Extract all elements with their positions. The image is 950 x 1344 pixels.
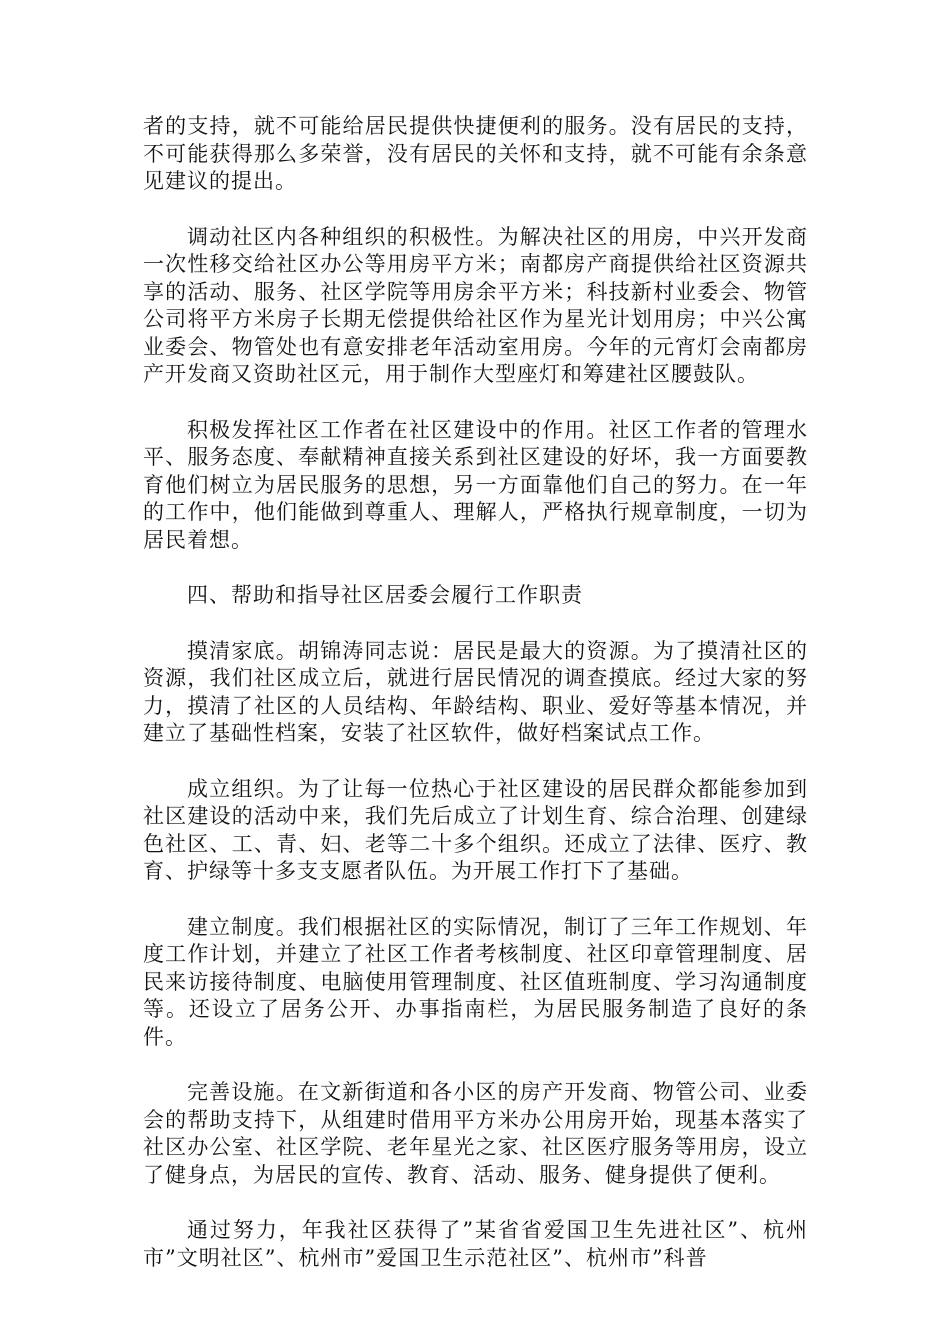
- paragraph-establish-systems: 建立制度。我们根据社区的实际情况，制订了三年工作规划、年度工作计划，并建立了社区工作者考核制度、社区印章管理制度、居民来访接待制度、电脑使用管理制度、社区值班制度、学习沟通制度等。还设立了居务公开、办事指南栏，为居民服务制造了良好的条件。: [143, 914, 808, 1049]
- paragraph-workers: 积极发挥社区工作者在社区建设中的作用。社区工作者的管理水平、服务态度、奉献精神直接关系到社区建设的好坏，我一方面要教育他们树立为居民服务的思想，另一方面靠他们自己的努力。在一年的工作中，他们能做到尊重人、理解人，严格执行规章制度，一切为居民着想。: [143, 417, 808, 552]
- paragraph-facilities: 完善设施。在文新街道和各小区的房产开发商、物管公司、业委会的帮助支持下，从组建时借用平方米办公用房开始，现基本落实了社区办公室、社区学院、老年星光之家、社区医疗服务等用房，设立了健身点，为居民的宣传、教育、活动、服务、健身提供了便利。: [143, 1080, 808, 1187]
- document-page: [143, 113, 808, 1272]
- paragraph-organizations: 调动社区内各种组织的积极性。为解决社区的用房，中兴开发商一次性移交给社区办公等用房平方米；南都房产商提供给社区资源共享的活动、服务、社区学院等用房余平方米；科技新村业委会、物管公司将平方米房子长期无偿提供给社区作为星光计划用房；中兴公寓业委会、物管处也有意安排老年活动室用房。今年的元宵灯会南都房产开发商又资助社区元，用于制作大型座灯和筹建社区腰鼓队。: [143, 224, 808, 386]
- paragraph-honors: 通过努力，年我社区获得了”某省省爱国卫生先进社区”、杭州市”文明社区”、杭州市”爱国卫生示范社区”、杭州市”科普: [143, 1218, 808, 1270]
- section-heading: 四、帮助和指导社区居委会履行工作职责: [187, 583, 583, 607]
- paragraph-establish-organizations: 成立组织。为了让每一位热心于社区建设的居民群众都能参加到社区建设的活动中来，我们先后成立了计划生育、综合治理、创建绿色社区、工、青、妇、老等二十多个组织。还成立了法律、医疗、教育、护绿等十多支支愿者队伍。为开展工作打下了基础。: [143, 776, 808, 883]
- paragraph-continuation: 者的支持，就不可能给居民提供快捷便利的服务。没有居民的支持，不可能获得那么多荣誉，没有居民的关怀和支持，就不可能有余条意见建议的提出。: [143, 114, 808, 193]
- paragraph-survey: 摸清家底。胡锦涛同志说：居民是最大的资源。为了摸清社区的资源，我们社区成立后，就进行居民情况的调查摸底。经过大家的努力，摸清了社区的人员结构、年龄结构、职业、爱好等基本情况，并建立了基础性档案，安装了社区软件，做好档案试点工作。: [143, 638, 808, 745]
